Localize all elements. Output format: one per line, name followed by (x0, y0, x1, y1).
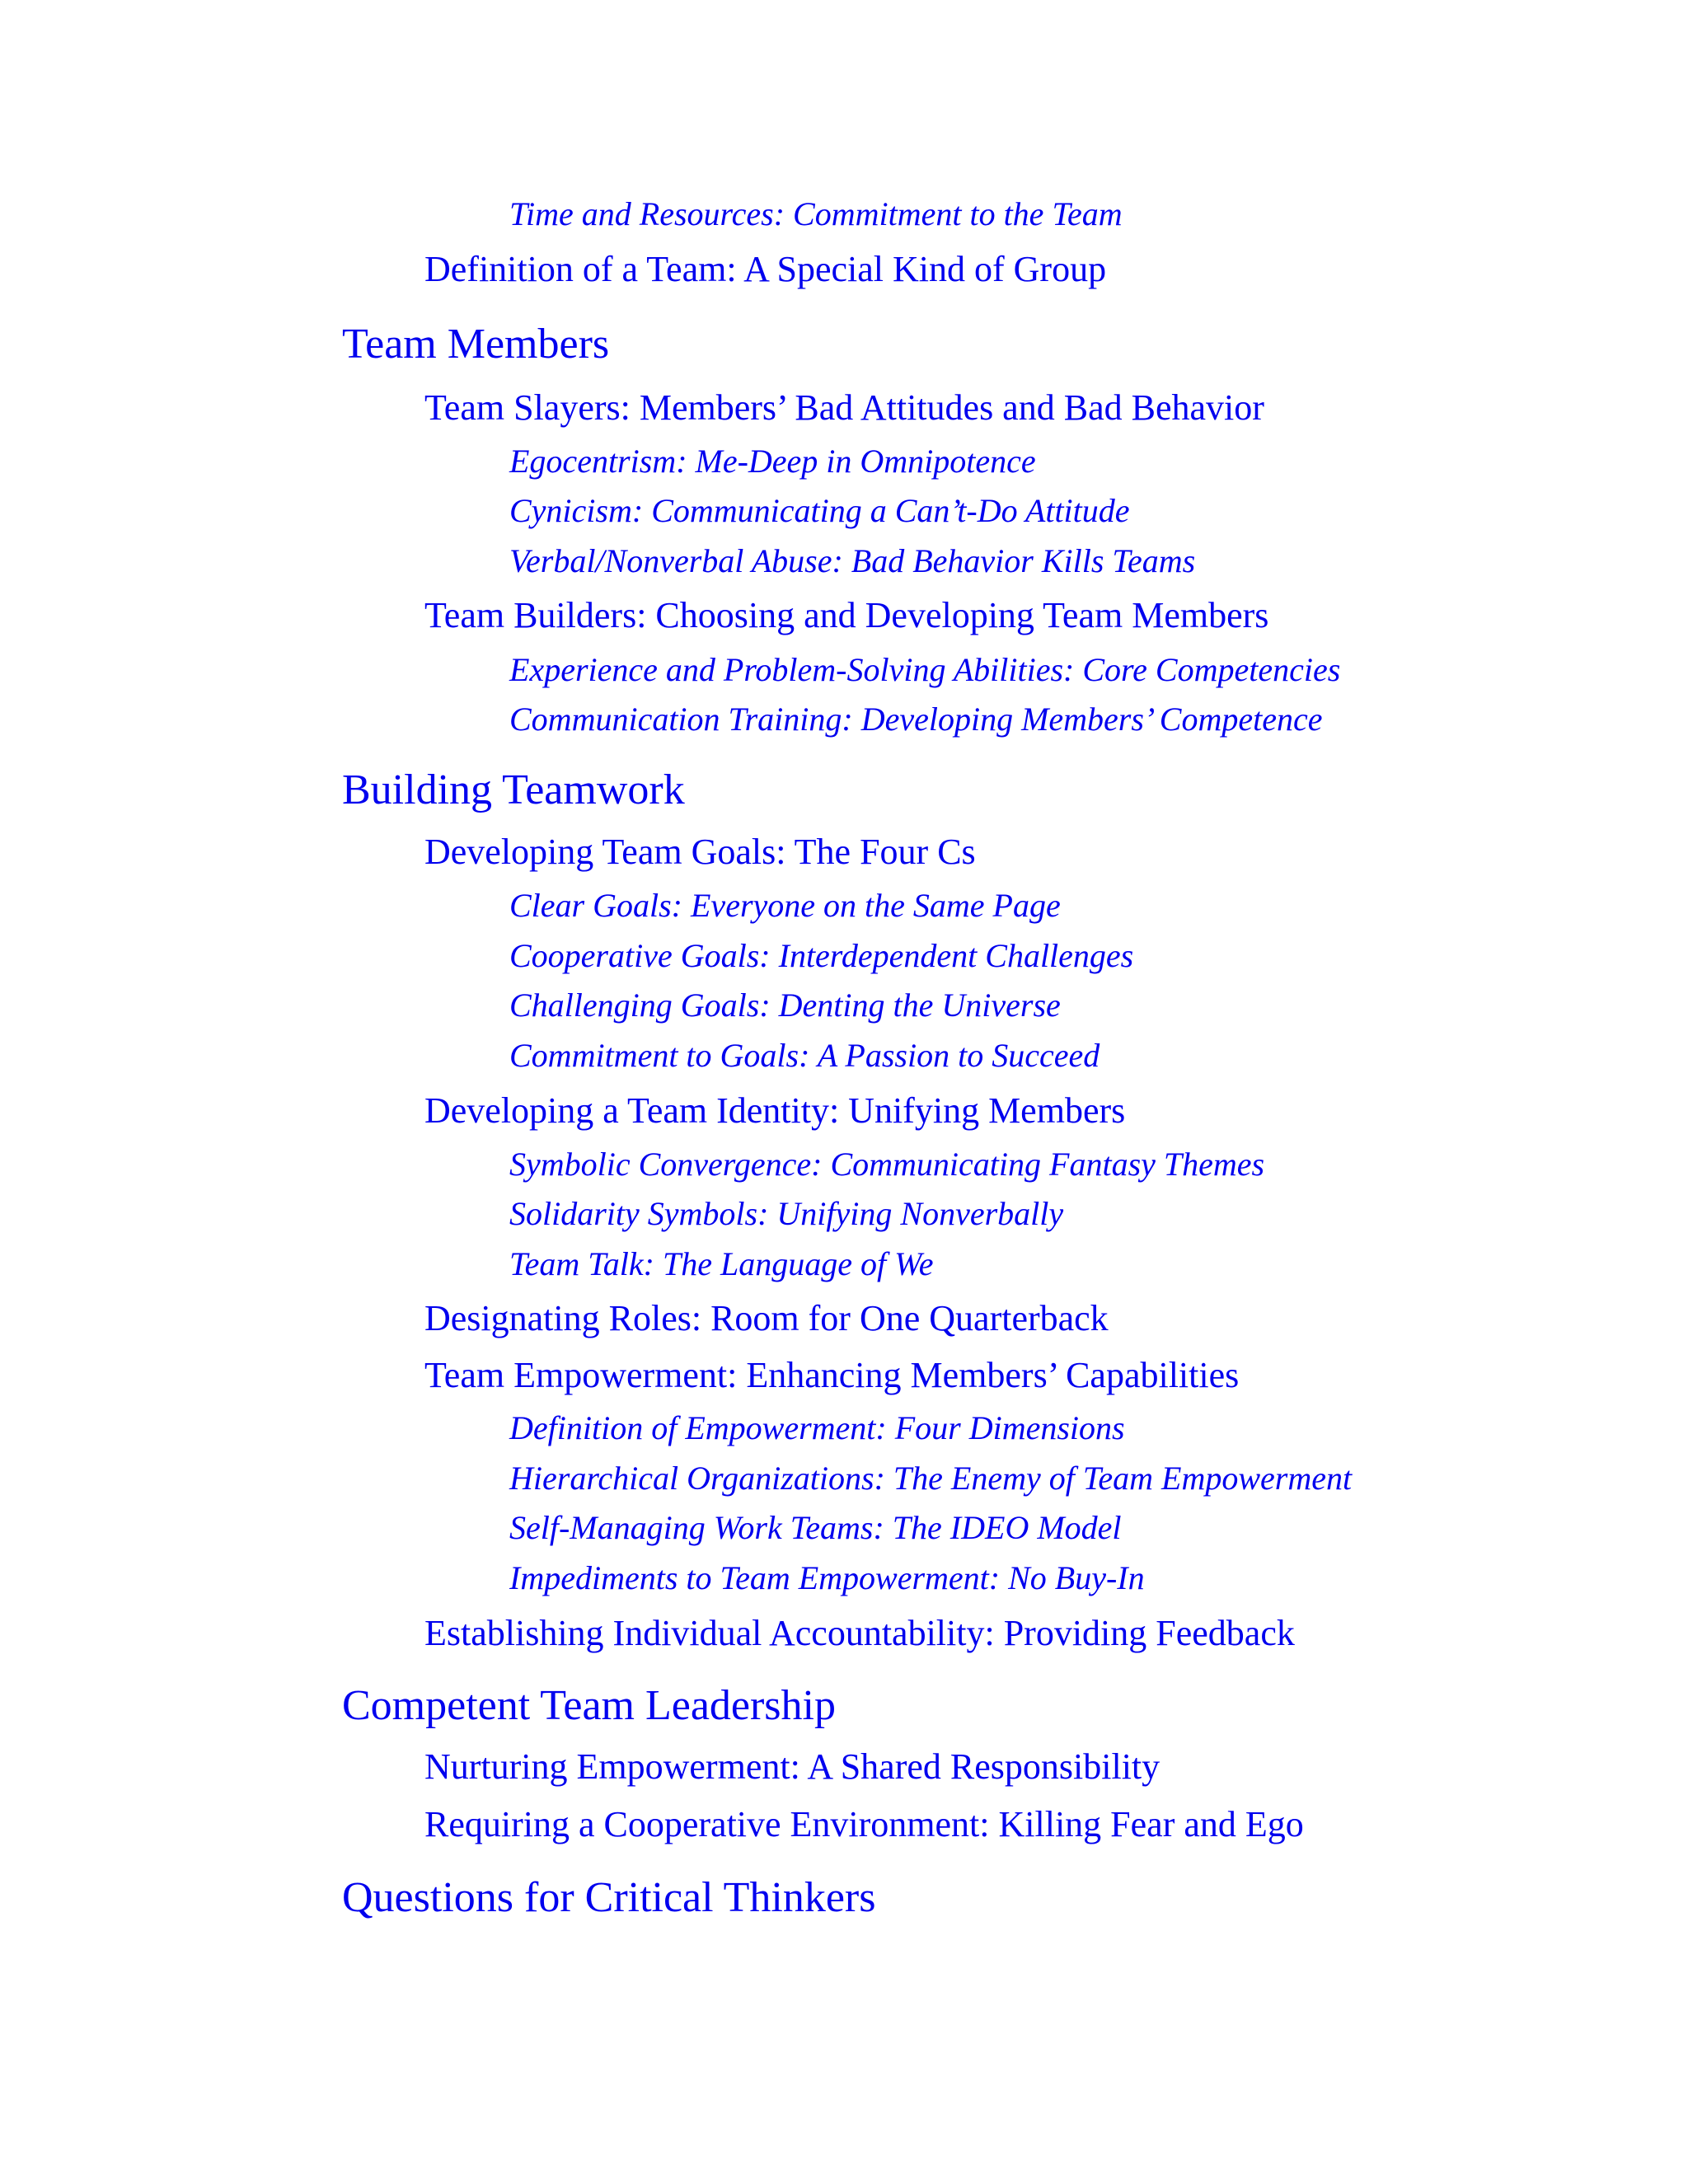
toc-link[interactable]: Developing a Team Identity: Unifying Members (424, 1090, 1126, 1131)
toc-link[interactable]: Time and Resources: Commitment to the Team (509, 195, 1123, 232)
toc-link[interactable]: Developing Team Goals: The Four Cs (424, 832, 976, 872)
toc-link[interactable]: Solidarity Symbols: Unifying Nonverbally (509, 1195, 1064, 1232)
toc-link[interactable]: Team Builders: Choosing and Developing Team Members (424, 595, 1269, 635)
toc-link[interactable]: Requiring a Cooperative Environment: Killing Fear and Ego (424, 1804, 1304, 1844)
toc-link[interactable]: Team Empowerment: Enhancing Members’ Capabilities (424, 1355, 1240, 1395)
toc-link[interactable]: Challenging Goals: Denting the Universe (509, 987, 1061, 1024)
toc-link[interactable]: Symbolic Convergence: Communicating Fantasy Themes (509, 1146, 1265, 1183)
toc-link[interactable]: Egocentrism: Me-Deep in Omnipotence (509, 443, 1036, 480)
toc-link[interactable]: Team Slayers: Members’ Bad Attitudes and Bad Behavior (424, 387, 1264, 428)
toc-link[interactable]: Designating Roles: Room for One Quarterback (424, 1298, 1109, 1338)
toc-link[interactable]: Self-Managing Work Teams: The IDEO Model (509, 1509, 1122, 1546)
toc-link[interactable]: Experience and Problem-Solving Abilities: Core Competencies (509, 651, 1341, 688)
toc-link[interactable]: Impediments to Team Empowerment: No Buy-In (509, 1559, 1145, 1596)
toc-link[interactable]: Communication Training: Developing Members’ Competence (509, 701, 1323, 738)
toc-link[interactable]: Hierarchical Organizations: The Enemy of Team Empowerment (509, 1460, 1353, 1497)
toc-link[interactable]: Definition of a Team: A Special Kind of Group (424, 249, 1107, 289)
toc-link[interactable]: Establishing Individual Accountability: Providing Feedback (424, 1613, 1295, 1653)
toc-link[interactable]: Team Talk: The Language of We (509, 1245, 934, 1282)
toc-link[interactable]: Verbal/Nonverbal Abuse: Bad Behavior Kills Teams (509, 542, 1196, 579)
toc-link[interactable]: Cooperative Goals: Interdependent Challenges (509, 937, 1134, 974)
toc-link[interactable]: Competent Team Leadership (342, 1682, 836, 1729)
toc-link[interactable]: Clear Goals: Everyone on the Same Page (509, 887, 1061, 924)
toc-link[interactable]: Nurturing Empowerment: A Shared Responsibility (424, 1746, 1160, 1787)
toc-link[interactable]: Commitment to Goals: A Passion to Succeed (509, 1037, 1100, 1074)
toc-link[interactable]: Definition of Empowerment: Four Dimensions (509, 1409, 1125, 1446)
toc-link[interactable]: Questions for Critical Thinkers (342, 1874, 876, 1921)
toc-link[interactable]: Building Teamwork (342, 766, 685, 813)
toc-link[interactable]: Cynicism: Communicating a Can’t-Do Attitude (509, 492, 1130, 529)
toc-link[interactable]: Team Members (342, 321, 610, 368)
